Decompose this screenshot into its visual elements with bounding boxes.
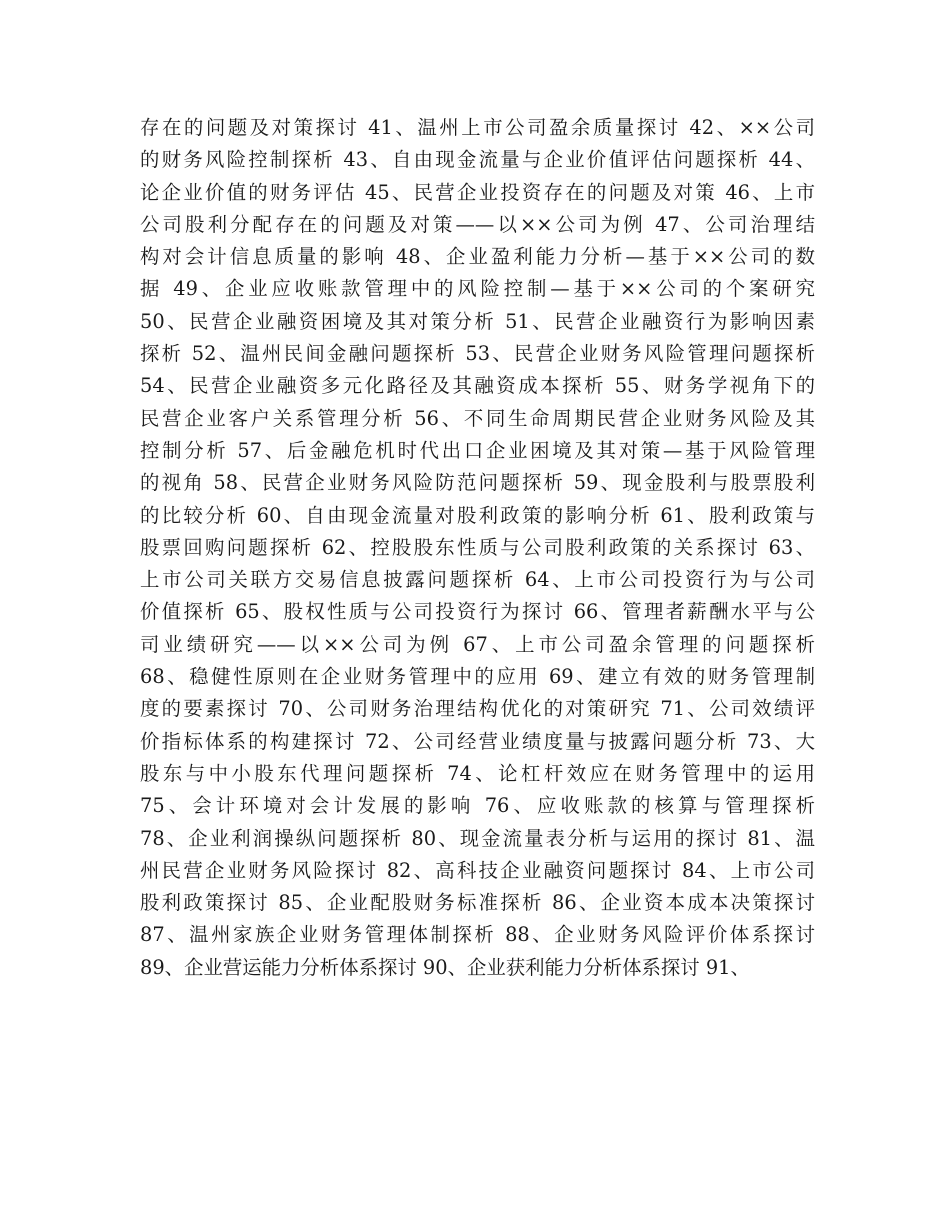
text-line: 87、温州家族企业财务管理体制探析 88、企业财务风险评价体系探讨 xyxy=(140,923,815,947)
text-line: 75、会计环境对会计发展的影响 76、应收账款的核算与管理探析 xyxy=(140,794,815,818)
text-line: 探析 52、温州民间金融问题探析 53、民营企业财务风险管理问题探析 xyxy=(140,342,815,366)
text-line: 股东与中小股东代理问题探析 74、论杠杆效应在财务管理中的运用 xyxy=(140,761,815,785)
text-line: 度的要素探讨 70、公司财务治理结构优化的对策研究 71、公司效绩评 xyxy=(140,697,815,721)
text-line: 州民营企业财务风险探讨 82、高科技企业融资问题探讨 84、上市公司 xyxy=(140,858,815,882)
text-line: 的财务风险控制探析 43、自由现金流量与企业价值评估问题探析 44、 xyxy=(140,148,815,172)
text-line: 的比较分析 60、自由现金流量对股利政策的影响分析 61、股利政策与 xyxy=(140,503,815,527)
text-line: 构对会计信息质量的影响 48、企业盈利能力分析—基于××公司的数 xyxy=(140,245,815,269)
text-line: 50、民营企业融资困境及其对策分析 51、民营企业融资行为影响因素 xyxy=(140,309,815,333)
text-line: 价指标体系的构建探讨 72、公司经营业绩度量与披露问题分析 73、大 xyxy=(140,729,815,753)
text-line: 股票回购问题探析 62、控股股东性质与公司股利政策的关系探讨 63、 xyxy=(140,535,815,559)
text-line: 上市公司关联方交易信息披露问题探析 64、上市公司投资行为与公司 xyxy=(140,568,815,592)
text-line: 89、企业营运能力分析体系探讨 90、企业获利能力分析体系探讨 91、 xyxy=(140,955,750,979)
text-line: 68、稳健性原则在企业财务管理中的应用 69、建立有效的财务管理制 xyxy=(140,665,815,689)
text-line: 据 49、企业应收账款管理中的风险控制—基于××公司的个案研究 xyxy=(140,277,815,301)
body-paragraph xyxy=(140,112,815,984)
text-line: 司业绩研究——以××公司为例 67、上市公司盈余管理的问题探析 xyxy=(140,632,815,656)
text-line: 股利政策探讨 85、企业配股财务标准探析 86、企业资本成本决策探讨 xyxy=(140,891,815,915)
text-line: 民营企业客户关系管理分析 56、不同生命周期民营企业财务风险及其 xyxy=(140,406,815,430)
text-line: 价值探析 65、股权性质与公司投资行为探讨 66、管理者薪酬水平与公 xyxy=(140,600,815,624)
text-line: 论企业价值的财务评估 45、民营企业投资存在的问题及对策 46、上市 xyxy=(140,180,815,204)
text-line: 54、民营企业融资多元化路径及其融资成本探析 55、财务学视角下的 xyxy=(140,374,815,398)
text-line: 78、企业利润操纵问题探析 80、现金流量表分析与运用的探讨 81、温 xyxy=(140,826,815,850)
text-line: 的视角 58、民营企业财务风险防范问题探析 59、现金股利与股票股利 xyxy=(140,471,815,495)
text-line: 存在的问题及对策探讨 41、温州上市公司盈余质量探讨 42、××公司 xyxy=(140,116,815,139)
text-line: 公司股利分配存在的问题及对策——以××公司为例 47、公司治理结 xyxy=(140,212,815,236)
text-line: 控制分析 57、后金融危机时代出口企业困境及其对策—基于风险管理 xyxy=(140,438,815,462)
